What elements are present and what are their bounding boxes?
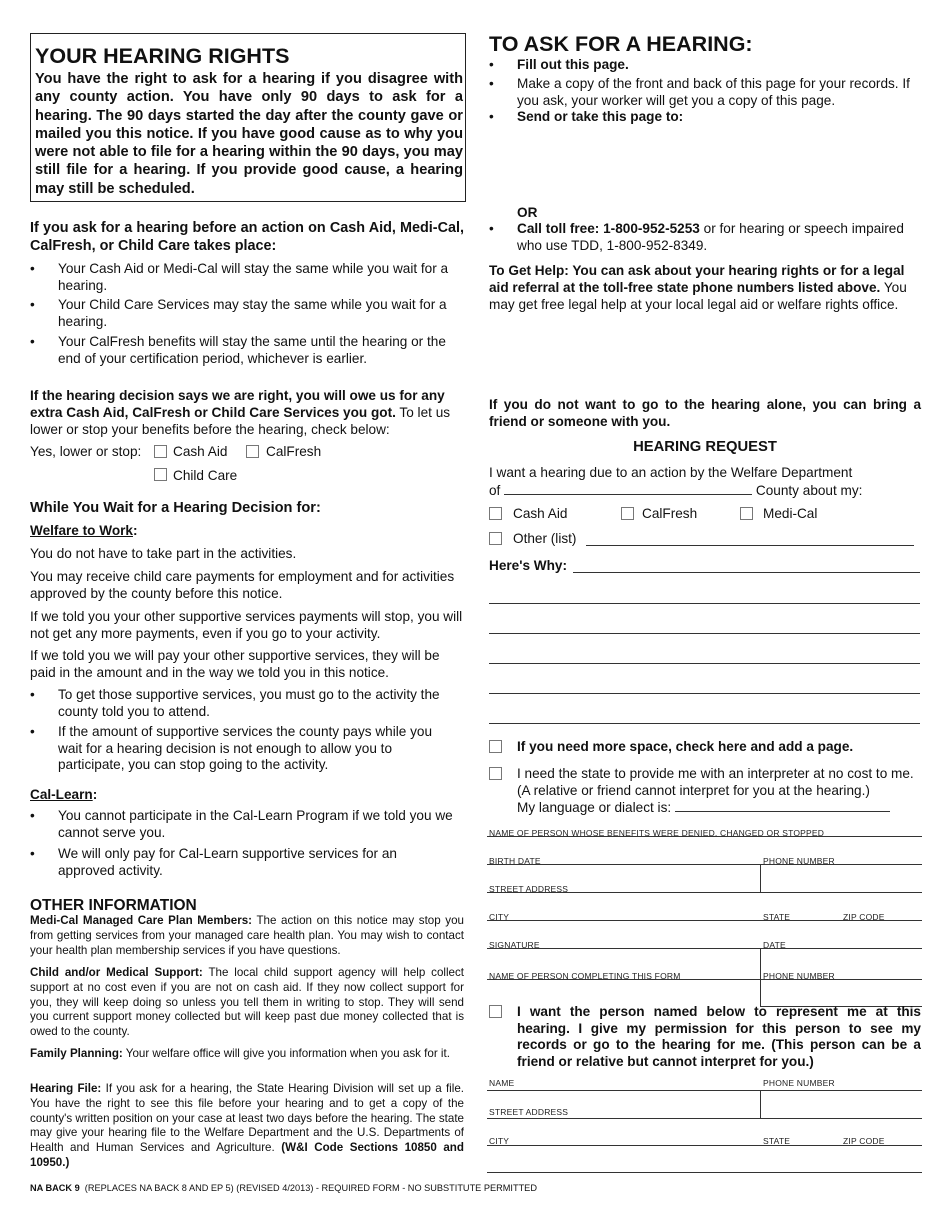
field-label: SIGNATURE — [489, 940, 540, 950]
req-other-checkbox[interactable] — [489, 532, 502, 545]
more-space-label: If you need more space, check here and add a page. — [517, 739, 854, 754]
hearing-rights-title: YOUR HEARING RIGHTS — [35, 44, 290, 68]
hearing-rights-box — [30, 33, 466, 202]
or-label: OR — [517, 205, 538, 220]
list-item: • If the amount of supportive services the county pays while you wait for a hearing decision is not enough to allow you to participate, you can stop going to the activity. — [30, 724, 433, 772]
why-input-line[interactable] — [489, 723, 920, 724]
req-cash-aid-label: Cash Aid — [513, 506, 568, 521]
step-item: • Make a copy of the front and back of this page for your records. If you ask, your worker will get you a copy of this page. — [489, 76, 910, 108]
ask-hearing-title: TO ASK FOR A HEARING: — [489, 32, 753, 56]
wait-paragraph: You may receive child care payments for employment and for activities approved by the county before this notice. — [30, 569, 455, 601]
represent-text: I want the person named below to represent me at this hearing. I give my permission for this person to see my records or go to the hearing for me. (This person can be a friend or relative but cannot interpret for you.) — [517, 1004, 921, 1069]
call-item: • Call toll free: 1-800-952-5253 or for hearing or speech impaired who use TDD, 1-800-952-8349. — [489, 221, 904, 253]
other-list-input[interactable] — [586, 545, 914, 546]
req-cash-aid-checkbox[interactable] — [489, 507, 502, 520]
child-care-checkbox[interactable] — [154, 468, 167, 481]
req-medi-cal-label: Medi-Cal — [763, 506, 818, 521]
decision-paragraph: If the hearing decision says we are right, you will owe us for any extra Cash Aid, CalFresh or Child Care Services you got. To let us lower or stop your benefits before the hearing, check below: — [30, 388, 451, 437]
city-input[interactable] — [487, 920, 922, 921]
wait-heading: While You Wait for a Hearing Decision for: — [30, 500, 321, 516]
list-item: • Your Child Care Services may stay the same while you wait for a hearing. — [30, 297, 447, 329]
field-label: CITY — [489, 1136, 510, 1146]
hearing-request-title: HEARING REQUEST — [633, 439, 777, 455]
interpreter-checkbox[interactable] — [489, 767, 502, 780]
step-item: • Send or take this page to: — [489, 109, 684, 124]
form-bottom-line — [487, 1172, 922, 1173]
other-info-item: Medi-Cal Managed Care Plan Members: The action on this notice may stop you from getting services from your managed care health plan. You may wish to contact your health plan membership services if you have questions. — [30, 914, 464, 957]
hearing-rights-body: You have the right to ask for a hearing if you disagree with any county action. You have only 90 days to ask for a hearing. The 90 days started the day after the county gave or mailed you this notice. If you have good cause as to why you were not able to file for a hearing within the 90 days, you may still file for a hearing. If you provide good cause, a hearing may still be scheduled. — [35, 71, 463, 197]
other-info-heading: OTHER INFORMATION — [30, 897, 197, 914]
child-care-label: Child Care — [173, 468, 238, 483]
rep-city-input[interactable] — [487, 1145, 922, 1146]
field-label: NAME OF PERSON COMPLETING THIS FORM — [489, 971, 681, 981]
step-item: • Fill out this page. — [489, 57, 629, 72]
field-label: PHONE NUMBER — [763, 971, 835, 981]
county-line: of County about my: — [489, 483, 863, 498]
field-label: STREET ADDRESS — [489, 1107, 569, 1117]
field-divider — [760, 948, 761, 1006]
request-line1: I want a hearing due to an action by the Welfare Department — [489, 465, 853, 480]
why-input-line[interactable] — [489, 693, 920, 694]
street-input[interactable] — [487, 892, 922, 893]
why-input-line[interactable] — [489, 633, 920, 634]
field-label: ZIP CODE — [843, 1136, 885, 1146]
other-info-item: Child and/or Medical Support: The local child support agency will help collect support at no cost even if you are not on cash aid. If they now collect support for you, they will keep doing so unless you tell them in writing to stop. They will send you current support money collected but will keep past due money collected that is owed to the county. — [30, 966, 465, 1039]
completing-input[interactable] — [487, 979, 922, 980]
wait-paragraph: If we told you your other supportive services payments will stop, you will not get any more payments, even if you go to your activity. — [30, 609, 463, 641]
county-input[interactable] — [504, 482, 752, 495]
field-label: PHONE NUMBER — [763, 856, 835, 866]
field-label: STATE — [763, 1136, 791, 1146]
heres-why-label: Here's Why: — [489, 558, 568, 573]
field-label: ZIP CODE — [843, 912, 885, 922]
represent-checkbox[interactable] — [489, 1005, 502, 1018]
why-input-line[interactable] — [573, 572, 920, 573]
list-item: • To get those supportive services, you must go to the activity the county told you to attend. — [30, 687, 440, 719]
field-label: NAME OF PERSON WHOSE BENEFITS WERE DENIED, CHANGED OR STOPPED — [489, 828, 825, 838]
before-action-heading: If you ask for a hearing before an action on Cash Aid, Medi-Cal, CalFresh, or Child Care takes place: — [30, 220, 464, 254]
req-medi-cal-checkbox[interactable] — [740, 507, 753, 520]
birth-date-input[interactable] — [487, 864, 922, 865]
req-other-label: Other (list) — [513, 531, 577, 546]
lower-stop-row: Yes, lower or stop: — [30, 444, 142, 459]
cash-aid-label: Cash Aid — [173, 444, 228, 459]
wait-paragraph: You do not have to take part in the activities. — [30, 546, 297, 561]
req-calfresh-label: CalFresh — [642, 506, 698, 521]
field-label: PHONE NUMBER — [763, 1078, 835, 1088]
field-divider — [760, 864, 761, 892]
other-info-item: Family Planning: Your welfare office will give you information when you ask for it. — [30, 1047, 450, 1060]
calfresh-checkbox[interactable] — [246, 445, 259, 458]
field-label: CITY — [489, 912, 510, 922]
language-input[interactable] — [675, 799, 890, 812]
field-label: NAME — [489, 1078, 515, 1088]
why-input-line[interactable] — [489, 603, 920, 604]
rep-name-input[interactable] — [487, 1090, 922, 1091]
friend-paragraph: If you do not want to go to the hearing alone, you can bring a friend or someone with you. — [489, 397, 921, 429]
cash-aid-checkbox[interactable] — [154, 445, 167, 458]
field-label: BIRTH DATE — [489, 856, 541, 866]
list-item: • Your Cash Aid or Medi-Cal will stay the same while you wait for a hearing. — [30, 261, 449, 293]
why-input-line[interactable] — [489, 663, 920, 664]
signature-input[interactable] — [487, 948, 922, 949]
cal-learn-label: Cal-Learn: — [30, 787, 98, 802]
req-calfresh-checkbox[interactable] — [621, 507, 634, 520]
list-item: • Your CalFresh benefits will stay the same until the hearing or the end of your certification period, whichever is earlier. — [30, 334, 446, 366]
field-label: DATE — [763, 940, 786, 950]
calfresh-label: CalFresh — [266, 444, 322, 459]
get-help-paragraph: To Get Help: You can ask about your hearing rights or for a legal aid referral at the toll-free state phone numbers listed above. You may get free legal help at your local legal aid or welfare rights office. — [489, 263, 907, 312]
form-footer: NA BACK 9 (REPLACES NA BACK 8 AND EP 5) (REVISED 4/2013) - REQUIRED FORM - NO SUBSTITUTE PERMITTED — [30, 1183, 537, 1193]
welfare-to-work-label: Welfare to Work: — [30, 523, 138, 538]
field-divider — [760, 1090, 761, 1118]
interpreter-text: I need the state to provide me with an interpreter at no cost to me. (A relative or friend cannot interpret for you at the hearing.) My language or dialect is: — [517, 766, 914, 815]
field-label: STATE — [763, 912, 791, 922]
wait-paragraph: If we told you we will pay your other supportive services, they will be paid in the amount and in the way we told you in this notice. — [30, 648, 440, 680]
more-space-checkbox[interactable] — [489, 740, 502, 753]
name-denied-input[interactable] — [487, 836, 922, 837]
rep-street-input[interactable] — [487, 1118, 922, 1119]
other-info-item: Hearing File: If you ask for a hearing, the State Hearing Division will set up a file. You have the right to see this file before your hearing and to get a copy of the county's written position on your case at least two days before the hearing. The state may give your hearing file to the Welfare Department and the U.S. Departments of Health and Human Services and Agriculture. (W&I Code Sections 10850 and 10950.) — [30, 1082, 464, 1169]
list-item: • You cannot participate in the Cal-Learn Program if we told you we cannot serve you. — [30, 808, 453, 840]
field-label: STREET ADDRESS — [489, 884, 569, 894]
list-item: • We will only pay for Cal-Learn supportive services for an approved activity. — [30, 846, 397, 878]
